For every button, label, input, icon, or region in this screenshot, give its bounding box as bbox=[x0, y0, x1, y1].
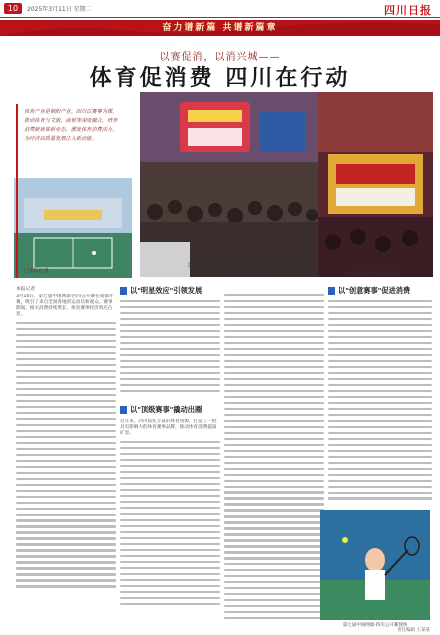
section-banner bbox=[0, 20, 440, 36]
caption-center-photo: 第七届中国网球·四川公开赛期间观众在赛场外体验互动项目（资料图片） bbox=[187, 263, 315, 276]
column-4 bbox=[328, 300, 432, 506]
column-3 bbox=[224, 294, 324, 624]
page-number: 10 bbox=[4, 3, 22, 14]
caption-right-photo: 四川体育赛事持续升温 bbox=[350, 271, 401, 277]
section-heading: 以"明星效应"引领发展 bbox=[120, 285, 220, 297]
body-paragraph: 3月10日，第七届中国网球·四川公开赛在成都开赛，吸引了来自全国各地的运动员和观众。赛事期间，相关消费持续增长，体育赛事经济效应凸显。 bbox=[16, 294, 114, 317]
banner-slogan: 奋力谱新篇 共谱新篇章 bbox=[162, 23, 278, 33]
issue-date: 2025年3月11日 星期二 bbox=[27, 6, 92, 13]
editorial-text: 体育产业是朝阳产业。四川以赛事为媒，推动体育与文旅、商贸等深度融合，培育消费新场景新业态，激发体育消费活力，为经济高质量发展注入新动能。 bbox=[24, 109, 118, 142]
photo-world-cup-sign bbox=[318, 92, 433, 277]
caption-bottom-photo: 第七届中国网球·四川公开赛现场 bbox=[342, 623, 408, 628]
article-deck: 以赛促消，以消兴城—— bbox=[159, 52, 281, 63]
column-2-top bbox=[120, 300, 220, 400]
editorial-note bbox=[16, 104, 128, 278]
article-headline: 体育促消费 四川在行动 bbox=[89, 66, 351, 91]
section-heading: 以"顶级赛事"撬动出圈 bbox=[120, 404, 220, 416]
newspaper-masthead: 四川日报 bbox=[384, 4, 432, 17]
editorial-signature: □本报记者 bbox=[24, 268, 49, 274]
body-paragraph: 近年来，四川依托丰富的体育资源，打造了一批具有影响力的体育赛事品牌，推动体育消费提质扩容。 bbox=[120, 419, 217, 436]
photo-event-crowd bbox=[140, 92, 318, 277]
page-header bbox=[0, 0, 440, 18]
section-heading: 以"创意赛事"促进消费 bbox=[328, 285, 432, 297]
editor-credit: 责任编辑 王某某 bbox=[397, 628, 430, 633]
reporter-byline: 本报记者 bbox=[16, 287, 36, 292]
photo-tennis-player bbox=[320, 510, 430, 620]
column-2-bottom bbox=[120, 419, 220, 624]
column-1 bbox=[16, 294, 116, 624]
